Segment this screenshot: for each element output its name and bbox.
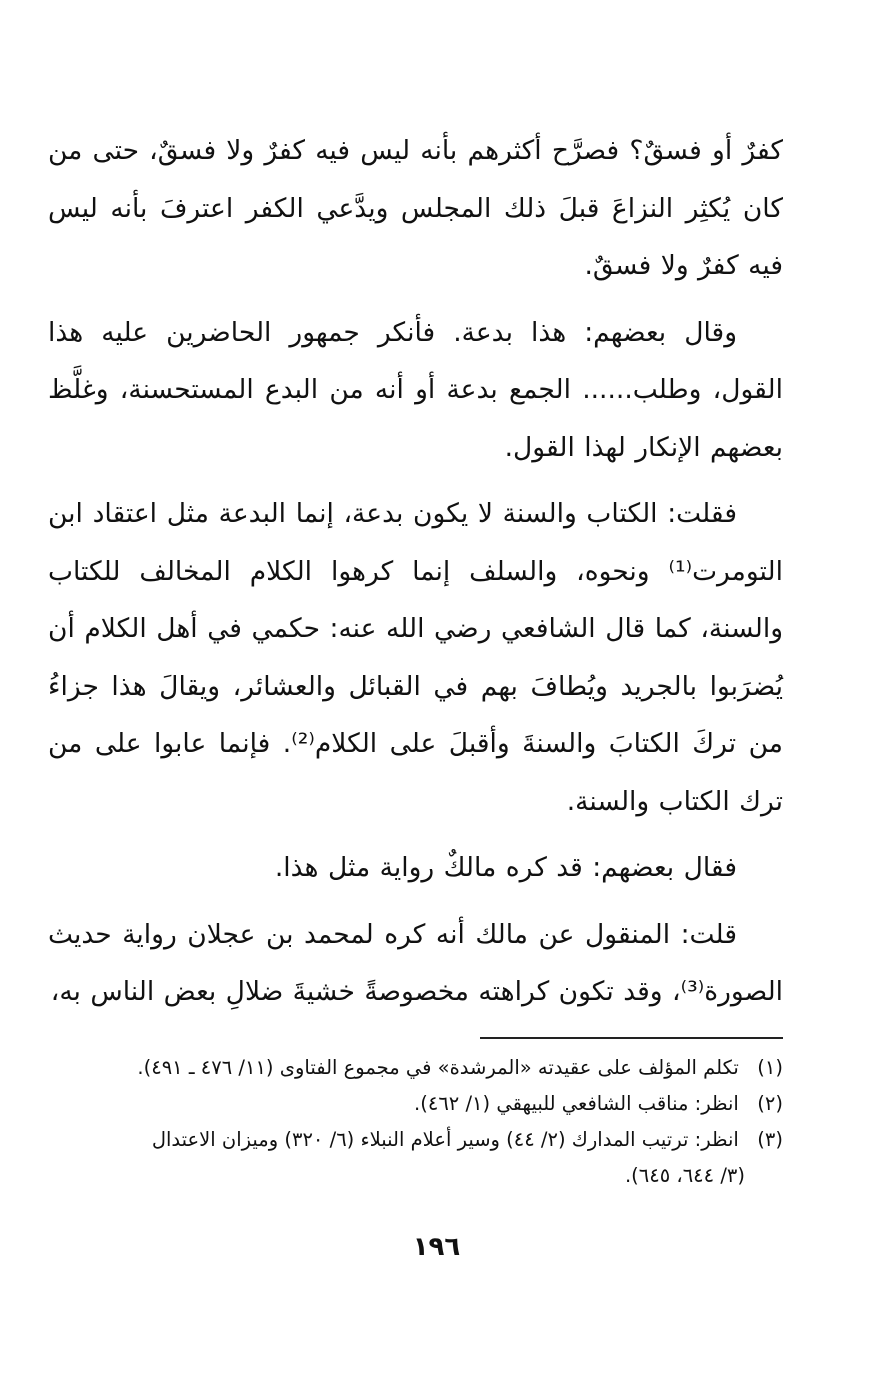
- footnotes: [48, 1050, 783, 1194]
- footnote-3: [48, 1122, 783, 1158]
- footnote-text: انظر: ترتيب المدارك (٢/ ٤٤) وسير أعلام النبلاء (٦/ ٣٢٠) وميزان الاعتدال: [151, 1128, 739, 1151]
- page-number: ١٩٦: [412, 1232, 461, 1262]
- paragraph-2: وقال بعضهم: هذا بدعة. فأنكر جمهور الحاضرين عليه هذا القول، وطلب...... الجمع بدعة أو أنه من البدع المستحسنة، وغلَّظ بعضهم الإنكار لهذا القول.: [48, 316, 783, 463]
- footnote-3-continuation: (٣/ ٦٤٤، ٦٤٥).: [624, 1164, 745, 1187]
- paragraph-3: فقلت: الكتاب والسنة لا يكون بدعة، إنما البدعة مثل اعتقاد ابن التومرت⁽¹⁾ ونحوه، والسلف إنما كرهوا الكلام المخالف للكتاب والسنة، كما قال الشافعي رضي الله عنه: حكمي في أهل الكلام أن يُضرَبوا بالجريد ويُطافَ بهم في القبائل والعشائر، ويقالَ هذا جزاءُ من تركَ الكتابَ والسنةَ وأقبلَ على الكلام⁽²⁾. فإنما عابوا على من ترك الكتاب والسنة.: [48, 498, 783, 817]
- footnote-text: تكلم المؤلف على عقيدته «المرشدة» في مجموع الفتاوى (١١/ ٤٧٦ ـ ٤٩١).: [137, 1056, 739, 1079]
- paragraph-4: فقال بعضهم: قد كره مالكٌ رواية مثل هذا.: [274, 852, 737, 883]
- footnote-number: (٢): [757, 1092, 783, 1115]
- footnote-1: [48, 1050, 783, 1086]
- footnote-number: (١): [757, 1056, 783, 1079]
- footnote-number: (٣): [757, 1128, 783, 1151]
- footnote-divider: [480, 1037, 783, 1039]
- paragraph-1: كفرٌ أو فسقٌ؟ فصرَّح أكثرهم بأنه ليس فيه كفرٌ ولا فسقٌ، حتى من كان يُكثِر النزاعَ قبلَ ذلك المجلس ويدَّعي الكفر اعترفَ بأنه ليس فيه كفرٌ ولا فسقٌ.: [48, 135, 783, 281]
- footnote-2: [48, 1086, 783, 1122]
- footnote-text: انظر: مناقب الشافعي للبيهقي (١/ ٤٦٢).: [414, 1092, 739, 1115]
- paragraph-5: قلت: المنقول عن مالك أنه كره لمحمد بن عجلان رواية حديث الصورة⁽³⁾، وقد تكون كراهته مخصوصةً خشيةَ ضلالِ بعض الناس به،: [48, 918, 783, 1007]
- page-body: [48, 122, 783, 1030]
